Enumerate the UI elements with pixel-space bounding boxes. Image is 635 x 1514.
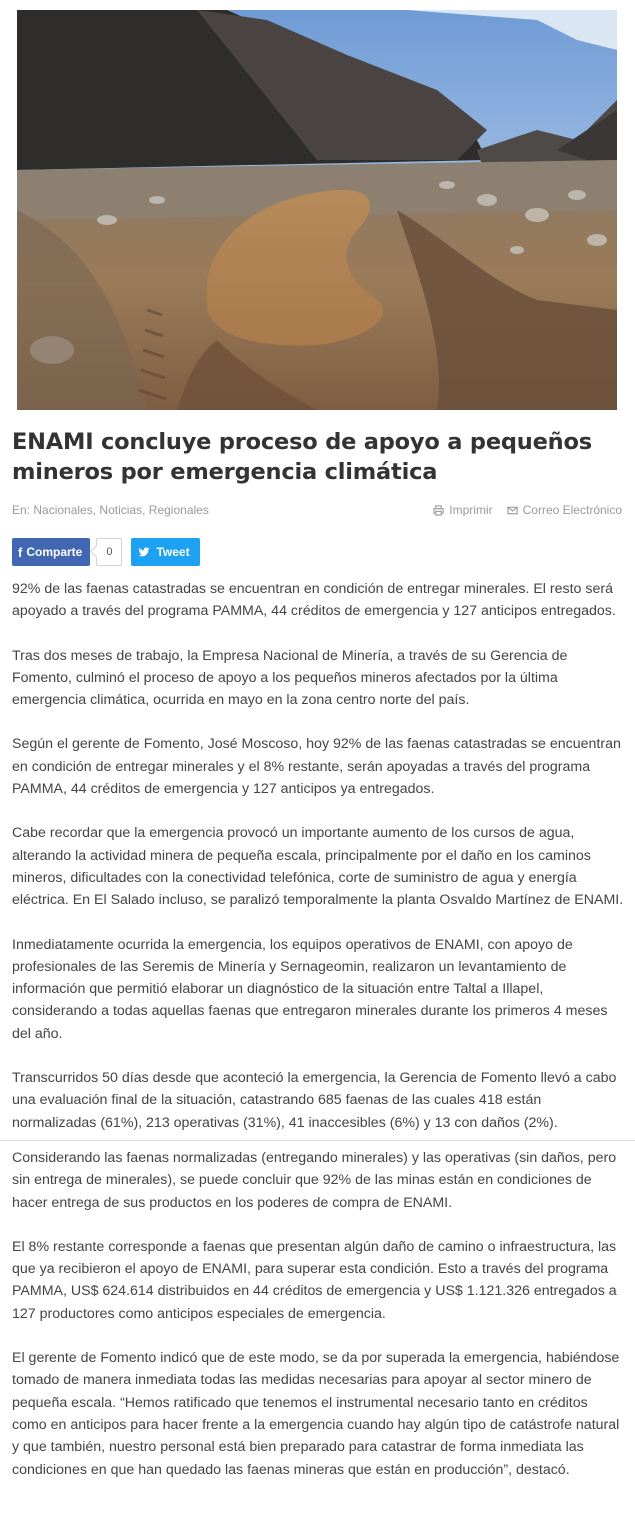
category-link[interactable]: Noticias <box>99 503 143 517</box>
section-divider <box>0 1140 635 1141</box>
twitter-tweet-button[interactable] <box>131 538 199 566</box>
facebook-icon: f <box>18 544 23 560</box>
article-paragraph: Inmediatamente ocurrida la emergencia, los equipos operativos de ENAMI, con apoyo de profesionales de las Seremis de Minería y Sernageomin, realizaron un levantamiento de información que permitió elaborar un diagnóstico de la situación entre Taltal a Illapel, considerando a todas aquellas faenas que entregaron minerales durante los primeros 4 meses del año. <box>12 936 608 1042</box>
hero-photo-illustration <box>17 10 617 410</box>
article-meta <box>12 503 622 519</box>
print-icon <box>433 505 444 516</box>
print-label: Imprimir <box>449 503 493 517</box>
category-link[interactable]: Nacionales <box>33 503 93 517</box>
article-paragraph: Según el gerente de Fomento, José Moscoso, hoy 92% de las faenas catastradas se encuentran en condición de entregar minerales y el 8% restante, serán apoyadas a través del programa PAMMA, 44 créditos de emergencia y 127 anticipos ya entregados. <box>12 736 621 798</box>
article-paragraph: Considerando las faenas normalizadas (entregando minerales) y las operativas (sin daños, pero sin entrega de minerales), se puede concluir que 92% de las minas están en condiciones de hacer entrega de sus productos en los poderes de compra de ENAMI. <box>12 1149 617 1211</box>
article-hero-image <box>17 10 617 410</box>
article-tools <box>433 503 622 517</box>
share-bar <box>12 538 200 566</box>
email-link[interactable] <box>507 503 622 517</box>
article-paragraph: Cabe recordar que la emergencia provocó un importante aumento de los cursos de agua, alterando la actividad minera de pequeña escala, principalmente por el daño en los caminos mineros, dificultades con la conectividad telefónica, corte de suministro de agua y energía eléctrica. En El Salado incluso, se paralizó temporalmente la planta Osvaldo Martínez de ENAMI. <box>12 825 624 909</box>
category-list: En: Nacionales, Noticias, Regionales <box>12 503 209 517</box>
article-paragraph: Tras dos meses de trabajo, la Empresa Nacional de Minería, a través de su Gerencia de Fomento, culminó el proceso de apoyo a los pequeños mineros afectados por la última emergencia climática, ocurrida en mayo en la zona centro norte del país. <box>12 647 568 709</box>
email-icon <box>507 505 518 516</box>
twitter-bird-icon <box>138 546 150 558</box>
email-label: Correo Electrónico <box>522 503 622 517</box>
article-title: ENAMI concluye proceso de apoyo a pequeños mineros por emergencia climática <box>12 429 592 485</box>
article-paragraph: El 8% restante corresponde a faenas que presentan algún daño de camino o infraestructura, las que ya recibieron el apoyo de ENAMI, para superar esta condición. Esto a través del programa PAMMA, US$ 624.614 distribuidos en 44 créditos de emergencia y US$ 1.121.326 entregados a 127 productores como anticipos especiales de emergencia. <box>12 1238 617 1322</box>
print-link[interactable] <box>433 503 492 517</box>
article-body <box>12 578 624 1503</box>
facebook-share-label: Comparte <box>26 545 83 559</box>
article-paragraph: El gerente de Fomento indicó que de este modo, se da por superada la emergencia, habiéndose tomado de manera inmediata todas las medidas necesarias para apoyar al sector minero de pequeña escala. “Hemos ratificado que tenemos el instrumental necesario tanto en créditos como en anticipos para hacer frente a la emergencia cuando hay algún tipo de catástrofe natural y que también, nuestro personal está bien preparado para catastrar de forma inmediata las condiciones en que han quedado las faenas mineras que están en producción”, destacó. <box>12 1350 620 1478</box>
twitter-tweet-label: Tweet <box>156 545 190 559</box>
article-paragraph: 92% de las faenas catastradas se encuentran en condición de entregar minerales. El resto será apoyado a través del programa PAMMA, 44 créditos de emergencia y 127 anticipos entregados. <box>12 581 616 620</box>
facebook-share-count: 0 <box>96 538 122 566</box>
article-paragraph: Transcurridos 50 días desde que aconteció la emergencia, la Gerencia de Fomento llevó a cabo una evaluación final de la situación, catastrando 685 faenas de las cuales 418 están normalizadas (61%), 213 operativas (31%), 41 inaccesibles (6%) y 13 con daños (2%). <box>12 1070 617 1131</box>
category-prefix: En: <box>12 503 31 517</box>
facebook-share-button[interactable] <box>12 538 90 566</box>
category-link[interactable]: Regionales <box>148 503 209 517</box>
